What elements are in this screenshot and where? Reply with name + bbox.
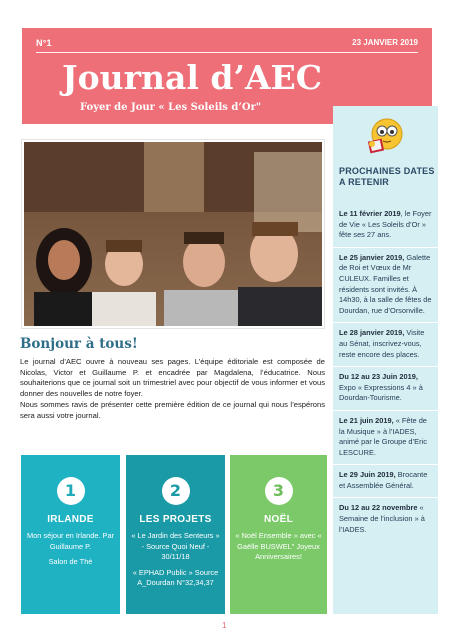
topic-text xyxy=(234,531,323,568)
intro-paragraph: Nous sommes ravis de présenter cette première édition de ce journal qui nous l’espérons sera aussi votre journal. xyxy=(20,399,325,420)
topic-number-badge: 2 xyxy=(162,477,190,505)
event-text: « Fête de la Musique » à l’IADES, animé par le Groupe d’Eric LESCURE. xyxy=(339,415,427,457)
topic-title: NOËL xyxy=(264,514,293,525)
header-divider xyxy=(36,52,418,53)
intro-text xyxy=(20,357,325,421)
event-item xyxy=(333,410,438,464)
event-text: Expo « Expressions 4 » à Dourdan-Tourisme. xyxy=(339,382,423,403)
event-date: Le 29 Juin 2019, xyxy=(339,470,396,480)
topic-line: « Noël Ensemble » avec « Gaëlle BUSWEL" Joyeux Anniversaires! xyxy=(235,531,322,562)
topic-title: LES PROJETS xyxy=(139,514,212,525)
topic-number-badge: 3 xyxy=(265,477,293,505)
topic-text xyxy=(25,531,116,573)
event-date: Le 25 janvier 2019, xyxy=(339,252,405,262)
event-date: Le 21 juin 2019, xyxy=(339,415,394,425)
reading-emoji-icon xyxy=(363,114,407,158)
intro-paragraph: Le journal d’AEC ouvre à nouveau ses pages. L’équipe éditoriale est composée de Nicolas, Victor et Guillaume P. et encadrée par Magdalena, l’éducatrice. Nous souhaiterions que ce journal soit un trimestriel avec pour objectif de vous informer et vous donner des nouvelles de notre foyer. xyxy=(20,357,325,399)
sidebar-heading: PROCHAINES DATES A RETENIR xyxy=(339,166,435,187)
topic-number-badge: 1 xyxy=(57,477,85,505)
topic-line: « EPHAD Public » Source A_Dourdan N°32,34,37 xyxy=(132,567,219,588)
event-item xyxy=(333,464,438,497)
issue-number: N°1 xyxy=(36,38,52,48)
event-date: Le 28 janvier 2019, xyxy=(339,328,405,338)
topic-box-irlande xyxy=(21,455,120,614)
topic-line: « Le Jardin des Senteurs » - Source Quoi Neuf - 30/11/18 xyxy=(131,531,220,562)
events-list xyxy=(333,204,438,541)
topic-text xyxy=(130,531,221,594)
topic-title: IRLANDE xyxy=(47,514,94,525)
journal-title: Journal d’AEC xyxy=(62,58,322,97)
team-photo-illustration xyxy=(24,142,322,326)
event-item xyxy=(333,322,438,366)
page-number: 1 xyxy=(222,621,227,630)
event-text: Brocante et Assemblée Général. xyxy=(339,470,428,490)
event-date: Du 12 au 22 novembre xyxy=(339,503,418,513)
event-date: Du 12 au 23 Juin 2019, xyxy=(339,372,418,382)
topic-box-projets xyxy=(126,455,225,614)
event-item xyxy=(333,497,438,541)
issue-date: 23 JANVIER 2019 xyxy=(352,38,418,47)
greeting-heading: Bonjour à tous! xyxy=(20,336,138,352)
event-item xyxy=(333,366,438,410)
topic-line: Salon de Thé xyxy=(48,557,93,567)
team-photo xyxy=(22,140,324,328)
upcoming-dates-sidebar xyxy=(333,106,438,614)
event-text: Visite au Sénat, inscrivez-vous, reste encore des places. xyxy=(339,328,425,359)
event-text: , le Foyer de Vie « Les Soleils d’Or » fête ses 27 ans. xyxy=(339,209,432,240)
event-item xyxy=(333,247,438,323)
topic-box-noel xyxy=(230,455,327,614)
topic-line: Mon séjour en Irlande. Par Guillaume P. xyxy=(26,531,115,551)
event-text: Galette de Roi et Vœux de Mr CULEUX. Familles et résidents sont invités. À 14h30, à la salle de fêtes de Dourdan, rue d’Orsonville. xyxy=(339,252,432,315)
event-item xyxy=(333,204,438,247)
journal-subtitle: Foyer de Jour « Les Soleils d’Or" xyxy=(80,102,262,113)
event-text: « Semaine de l’inclusion » à l’IADES. xyxy=(339,503,425,534)
event-date: Le 11 février 2019 xyxy=(339,209,401,218)
